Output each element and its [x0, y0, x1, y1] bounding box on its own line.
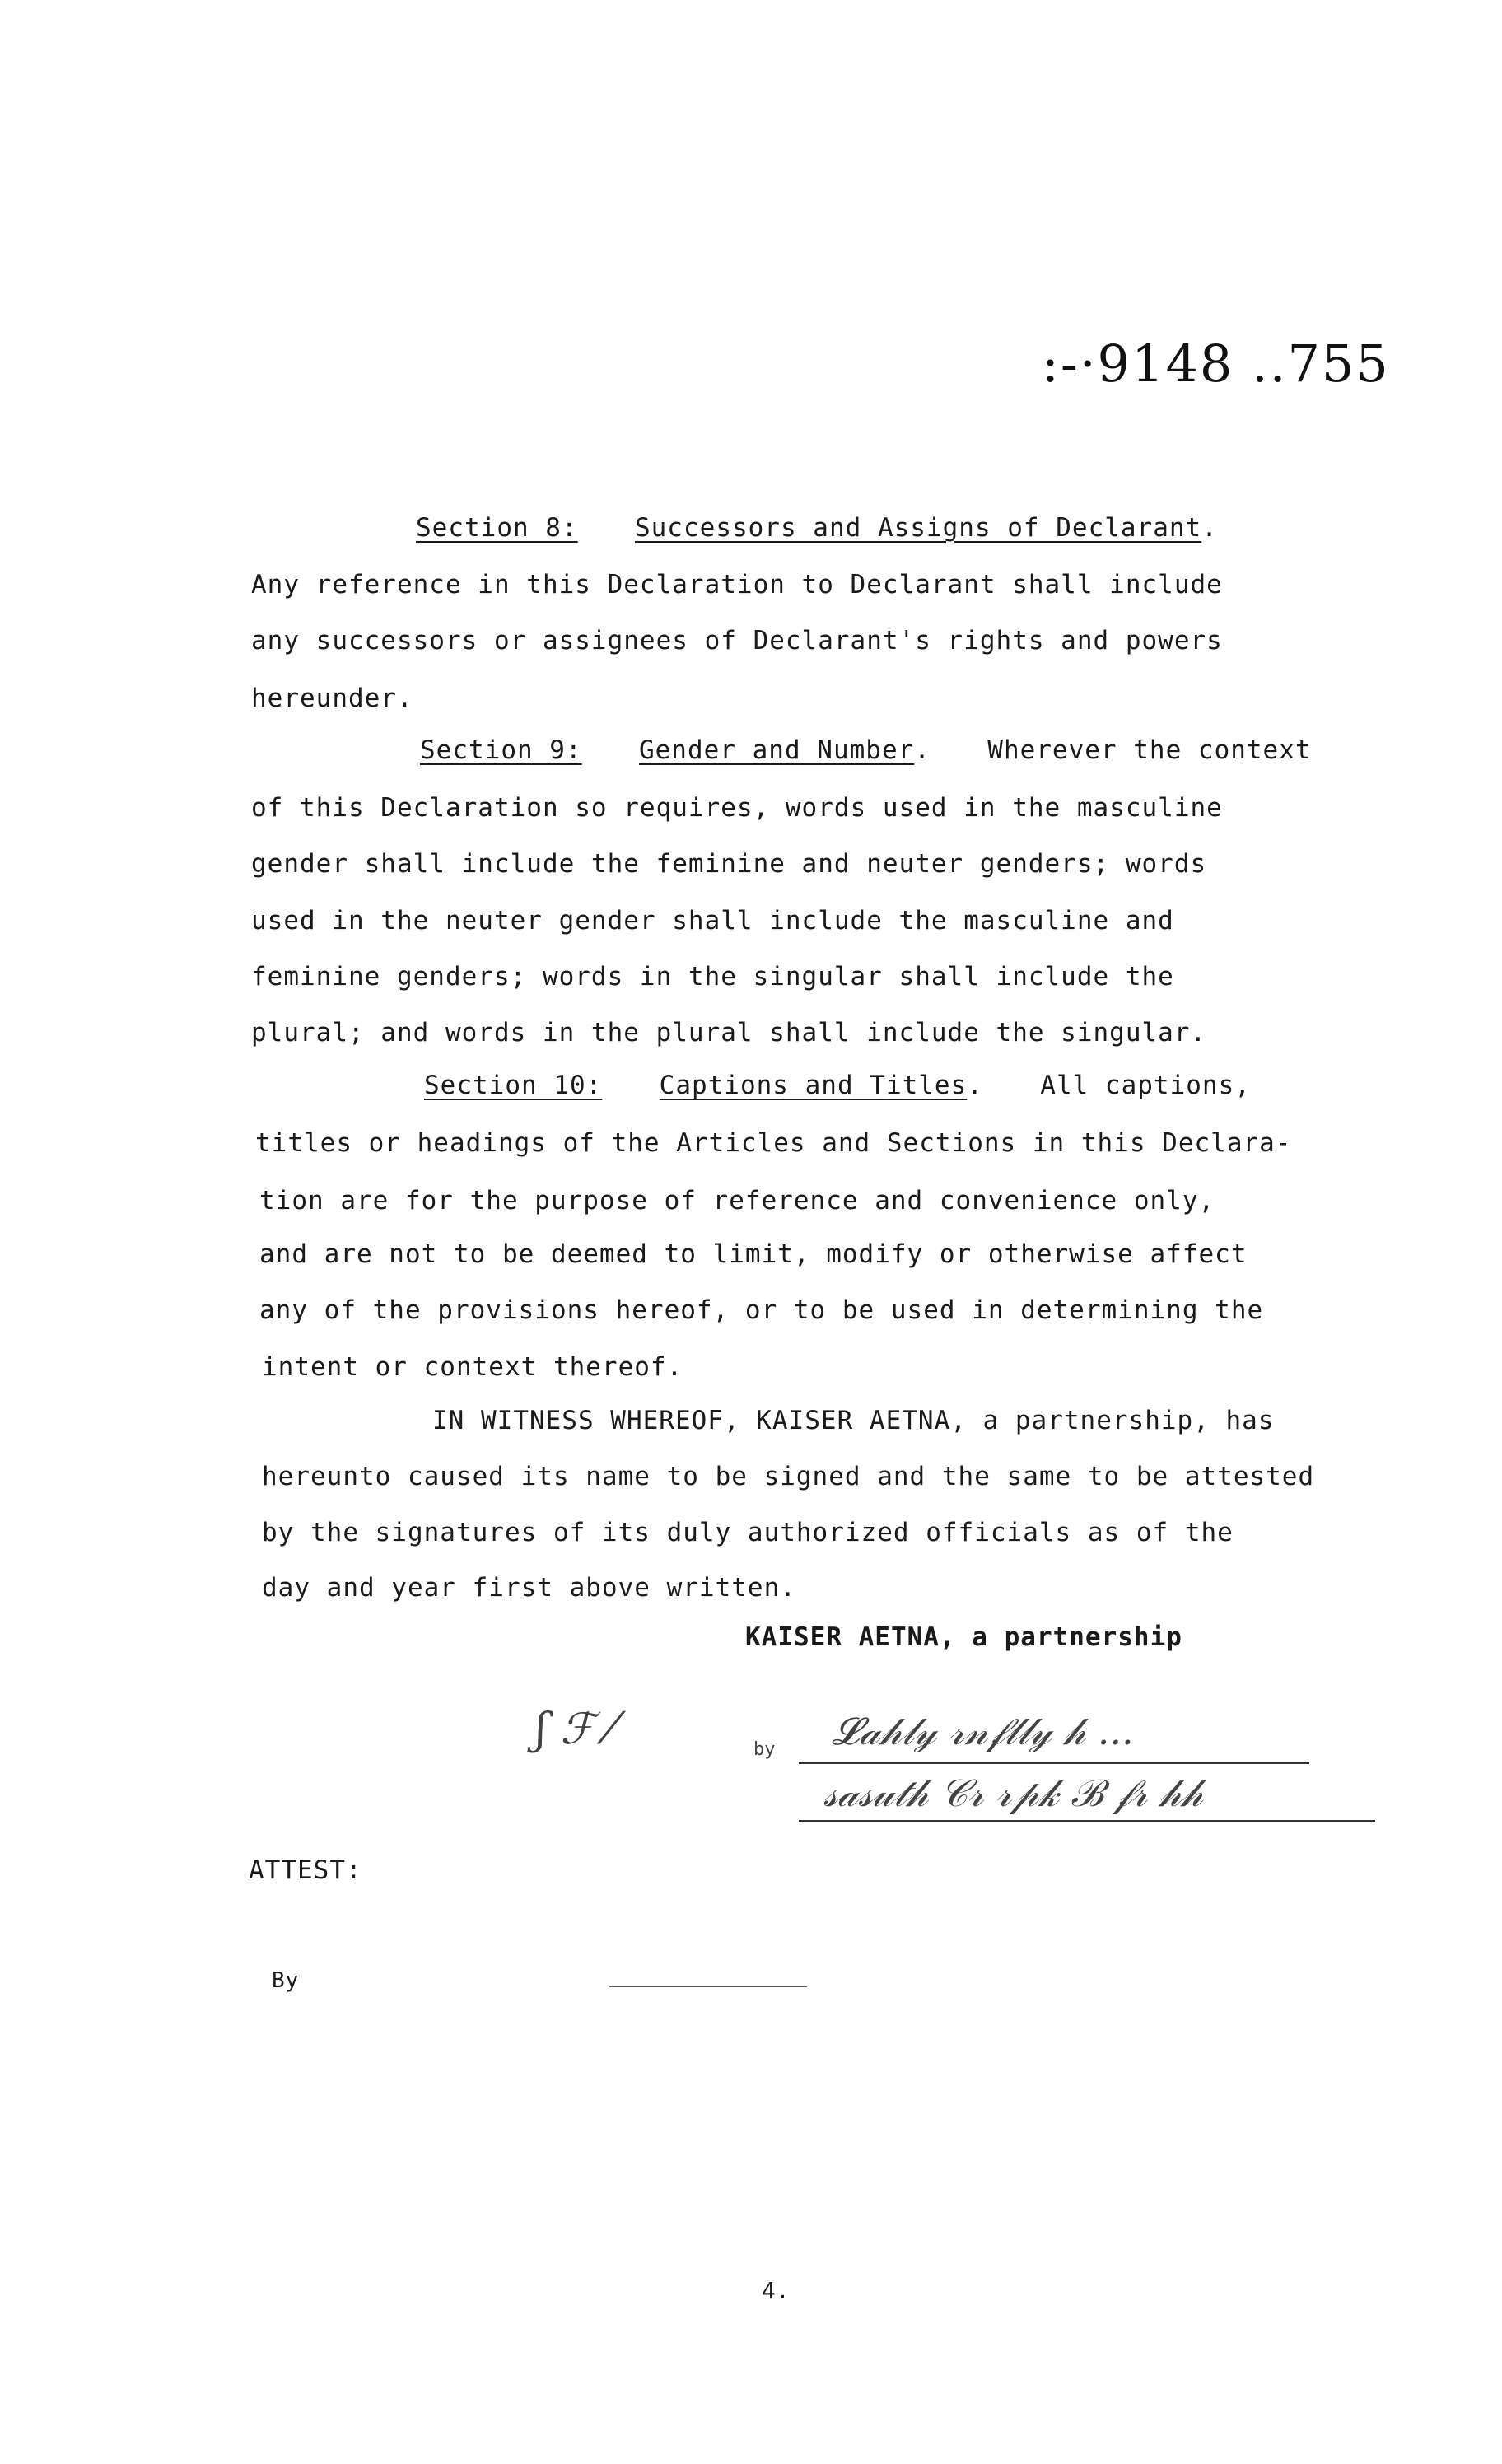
signature-line-1: [799, 1762, 1309, 1764]
section-10-line-3: and are not to be deemed to limit, modify or otherwise affect: [259, 1239, 1248, 1269]
page-number: 4.: [762, 2277, 790, 2304]
signature-line-2: [799, 1820, 1375, 1822]
section-9-line-1: of this Declaration so requires, words used in the masculine: [251, 793, 1223, 823]
section-10-line-1: titles or headings of the Articles and Sections in this Declara-: [255, 1128, 1292, 1158]
section-10-period: .: [967, 1071, 983, 1100]
attest-label: ATTEST:: [249, 1855, 362, 1885]
witness-line-2: hereunto caused its name to be signed and the same to be attested: [262, 1462, 1315, 1491]
witness-line-3: by the signatures of its duly authorized officials as of the: [262, 1518, 1234, 1547]
section-8-title: Successors and Assigns of Declarant: [634, 513, 1202, 543]
section-8-heading: [416, 513, 1218, 543]
witness-line-1: IN WITNESS WHEREOF, KAISER AETNA, a partnership, has: [432, 1406, 1275, 1435]
attest-signature-line: [609, 1986, 807, 1987]
section-8-line-1: Any reference in this Declaration to Declarant shall include: [251, 570, 1223, 600]
witness-initials-scribble: ʃ ℱ ⁄: [535, 1705, 615, 1754]
section-9-period: .: [914, 735, 931, 765]
by-label-1: by: [753, 1739, 776, 1760]
section-9-line-3: used in the neuter gender shall include the masculine and: [251, 906, 1174, 936]
section-10-line-5: intent or context thereof.: [262, 1352, 683, 1382]
section-8-period: .: [1201, 513, 1218, 543]
section-10-title: Captions and Titles: [659, 1071, 968, 1100]
signature-2-handwriting: 𝓈𝒶𝓈𝓊𝓉𝒽 𝒞𝓇 𝓇𝓅𝓀 ℬ 𝒻𝓇 𝒽𝒽: [823, 1771, 1203, 1815]
section-10-line-2: tion are for the purpose of reference and convenience only,: [259, 1186, 1215, 1216]
section-9-line-5: plural; and words in the plural shall include the singular.: [251, 1018, 1207, 1048]
by-label-2: By: [272, 1968, 300, 1993]
section-8-line-3: hereunder.: [251, 684, 413, 713]
section-8-label: Section 8:: [416, 513, 578, 543]
section-9-line-4: feminine genders; words in the singular shall include the: [251, 962, 1174, 992]
signature-1-handwriting: 𝓛𝒶𝒽𝓁𝓎 𝓇𝓃𝒻𝓁𝓁𝓎 𝒽 ...: [832, 1709, 1134, 1753]
section-10-heading: [424, 1071, 1251, 1100]
section-10-first-line-rest: All captions,: [1040, 1071, 1251, 1100]
section-9-first-line-rest: Wherever the context: [987, 735, 1312, 765]
section-8-line-2: any successors or assignees of Declarant's rights and powers: [251, 626, 1223, 656]
section-9-heading: [420, 735, 1312, 765]
witness-line-4: day and year first above written.: [262, 1573, 796, 1603]
section-9-label: Section 9:: [420, 735, 582, 765]
signatory-company: KAISER AETNA, a partnership: [745, 1622, 1182, 1652]
section-9-line-2: gender shall include the feminine and neuter genders; words: [251, 849, 1207, 879]
section-9-title: Gender and Number: [638, 735, 915, 765]
section-10-line-4: any of the provisions hereof, or to be used in determining the: [259, 1295, 1264, 1325]
section-10-label: Section 10:: [424, 1071, 603, 1100]
book-page-stamp: :-·9148 ..755: [1042, 334, 1390, 394]
